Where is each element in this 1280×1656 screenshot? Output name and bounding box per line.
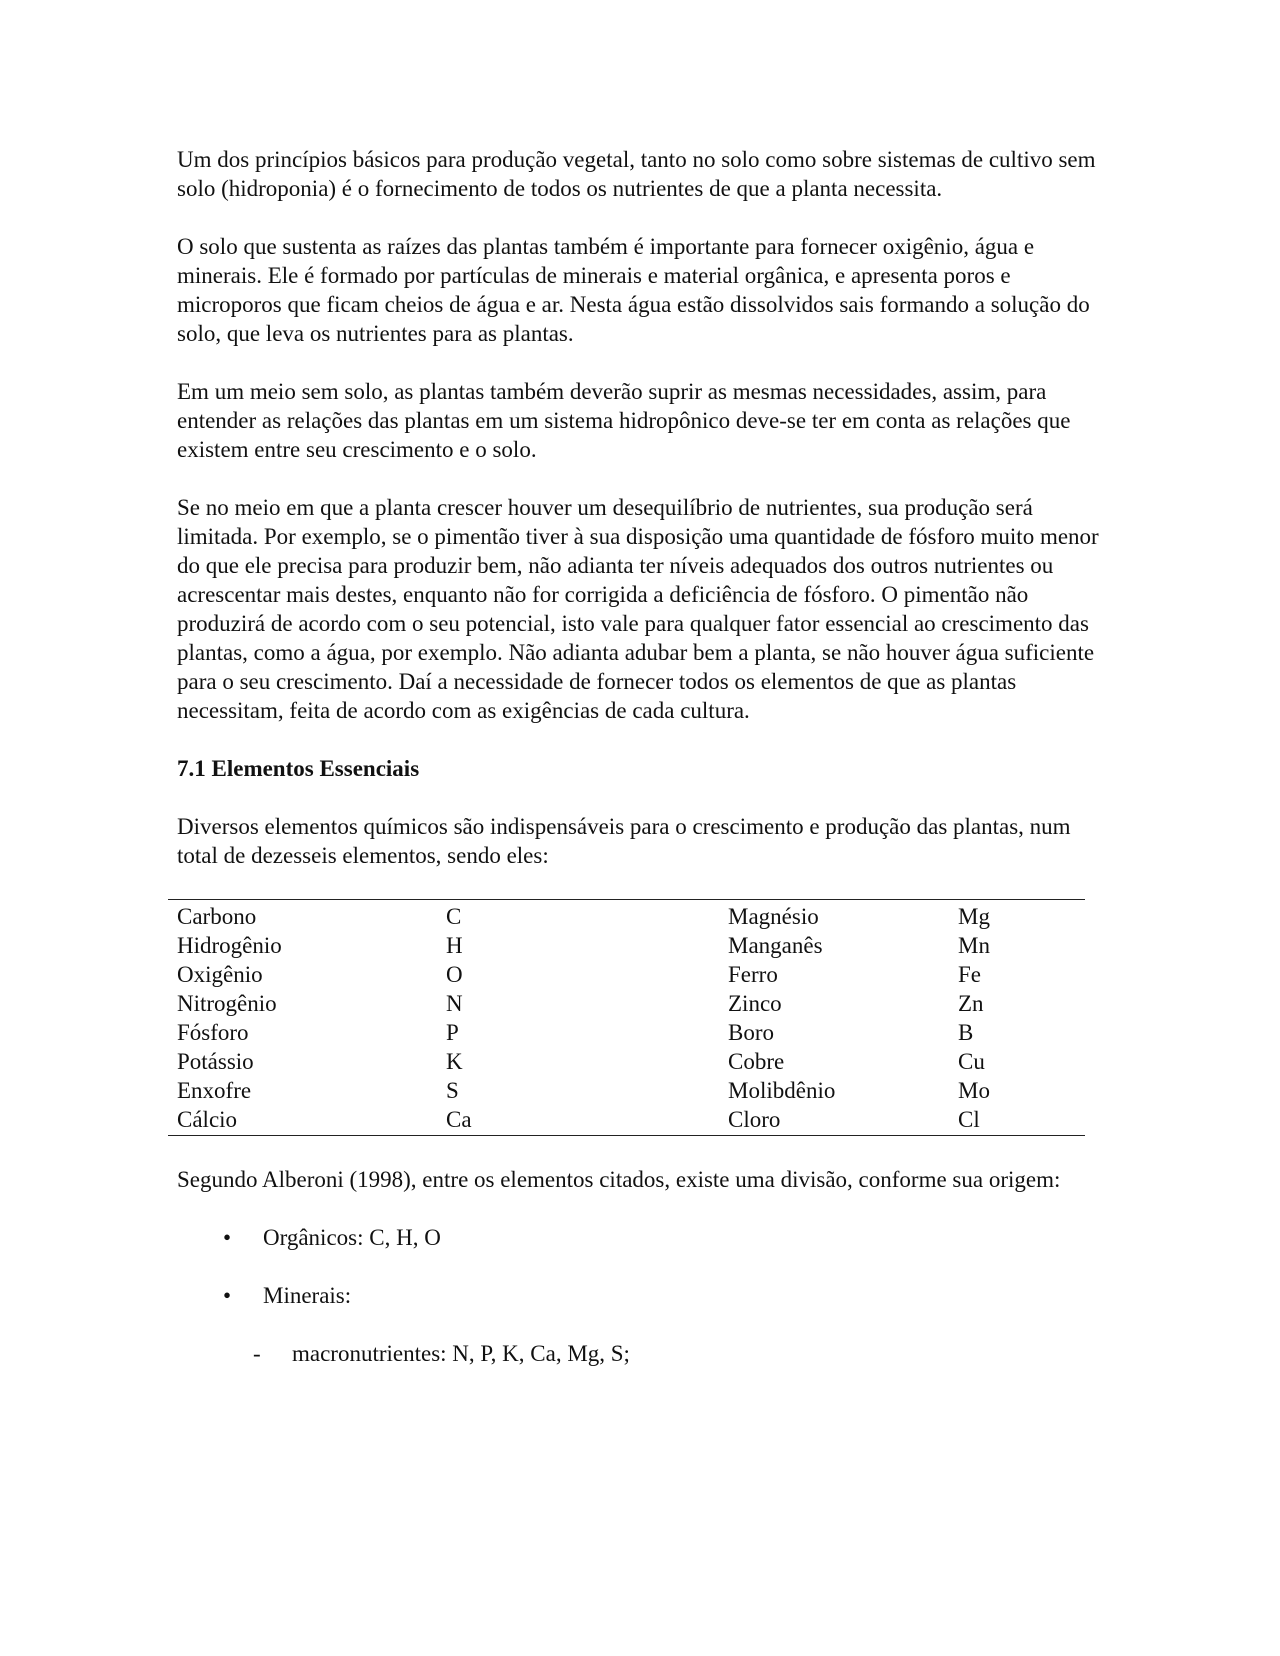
table-row xyxy=(168,989,1085,1018)
intro-paragraph: Diversos elementos químicos são indispensáveis para o crescimento e produção das plantas, num total de dezesseis elementos, sendo eles: xyxy=(177,814,1071,868)
table-row xyxy=(168,900,1085,932)
dash-icon: - xyxy=(253,1341,261,1366)
element-name: Boro xyxy=(728,1020,774,1045)
element-symbol: S xyxy=(446,1078,459,1103)
element-symbol: Zn xyxy=(958,991,984,1016)
list-item xyxy=(177,1223,1100,1252)
table-row xyxy=(168,1076,1085,1105)
element-name: Carbono xyxy=(177,904,257,929)
element-name: Magnésio xyxy=(728,904,819,929)
element-name: Cloro xyxy=(728,1107,781,1132)
element-name: Potássio xyxy=(177,1049,254,1074)
element-symbol: Mn xyxy=(958,933,990,958)
table-row xyxy=(168,1018,1085,1047)
element-name: Hidrogênio xyxy=(177,933,282,958)
element-symbol: O xyxy=(446,962,463,987)
element-name: Enxofre xyxy=(177,1078,252,1103)
paragraph-3: Em um meio sem solo, as plantas também deverão suprir as mesmas necessidades, assim, para entender as relações das plantas em um sistema hidropônico deve-se ter em conta as relações que existem entre seu crescimento e o solo. xyxy=(177,379,1071,462)
section-heading: 7.1 Elementos Essenciais xyxy=(177,756,420,781)
element-symbol: Mg xyxy=(958,904,990,929)
table-row xyxy=(168,1047,1085,1076)
element-name: Manganês xyxy=(728,933,823,958)
element-symbol: Fe xyxy=(958,962,981,987)
element-name: Molibdênio xyxy=(728,1078,836,1103)
element-name: Oxigênio xyxy=(177,962,263,987)
table-row xyxy=(168,1105,1085,1136)
origin-paragraph: Segundo Alberoni (1998), entre os elementos citados, existe uma divisão, conforme sua origem: xyxy=(177,1167,1061,1192)
sub-list-item xyxy=(177,1339,1100,1368)
list-item-text: Orgânicos: C, H, O xyxy=(263,1225,441,1250)
element-name: Zinco xyxy=(728,991,782,1016)
bullet-icon: • xyxy=(223,1283,232,1308)
origin-list xyxy=(177,1223,1100,1310)
list-item xyxy=(177,1281,1100,1310)
table-row xyxy=(168,960,1085,989)
element-name: Cobre xyxy=(728,1049,785,1074)
element-name: Cálcio xyxy=(177,1107,238,1132)
element-symbol: C xyxy=(446,904,462,929)
element-symbol: N xyxy=(446,991,463,1016)
paragraph-2: O solo que sustenta as raízes das plantas também é importante para fornecer oxigênio, água e minerais. Ele é formado por partículas de minerais e material orgânica, e apresenta poros e microporos que ficam cheios de água e ar. Nesta água estão dissolvidos sais formando a solução do solo, que leva os nutrientes para as plantas. xyxy=(177,234,1090,346)
paragraph-1: Um dos princípios básicos para produção vegetal, tanto no solo como sobre sistemas de cultivo sem solo (hidroponia) é o fornecimento de todos os nutrientes de que a planta necessita. xyxy=(177,147,1096,201)
bullet-icon: • xyxy=(223,1225,232,1250)
element-symbol: Ca xyxy=(446,1107,472,1132)
element-name: Fósforo xyxy=(177,1020,249,1045)
element-symbol: H xyxy=(446,933,463,958)
element-symbol: Cu xyxy=(958,1049,985,1074)
element-symbol: Cl xyxy=(958,1107,980,1132)
paragraph-4: Se no meio em que a planta crescer houver um desequilíbrio de nutrientes, sua produção será limitada. Por exemplo, se o pimentão tiver à sua disposição uma quantidade de fósforo muito menor do que ele precisa para produzir bem, não adianta ter níveis adequados dos outros nutrientes ou acrescentar mais destes, enquanto não for corrigida a deficiência de fósforo. O pimentão não produzirá de acordo com o seu potencial, isto vale para qualquer fator essencial ao crescimento das plantas, como a água, por exemplo. Não adianta adubar bem a planta, se não houver água suficiente para o seu crescimento. Daí a necessidade de fornecer todos os elementos de que as plantas necessitam, feita de acordo com as exigências de cada cultura. xyxy=(177,495,1099,723)
element-symbol: B xyxy=(958,1020,974,1045)
element-symbol: Mo xyxy=(958,1078,990,1103)
element-symbol: K xyxy=(446,1049,463,1074)
elements-table xyxy=(168,899,1085,1136)
list-item-text: Minerais: xyxy=(263,1283,352,1308)
element-name: Nitrogênio xyxy=(177,991,277,1016)
element-symbol: P xyxy=(446,1020,459,1045)
table-row xyxy=(168,931,1085,960)
sub-list-item-text: macronutrientes: N, P, K, Ca, Mg, S; xyxy=(292,1341,630,1366)
element-name: Ferro xyxy=(728,962,778,987)
